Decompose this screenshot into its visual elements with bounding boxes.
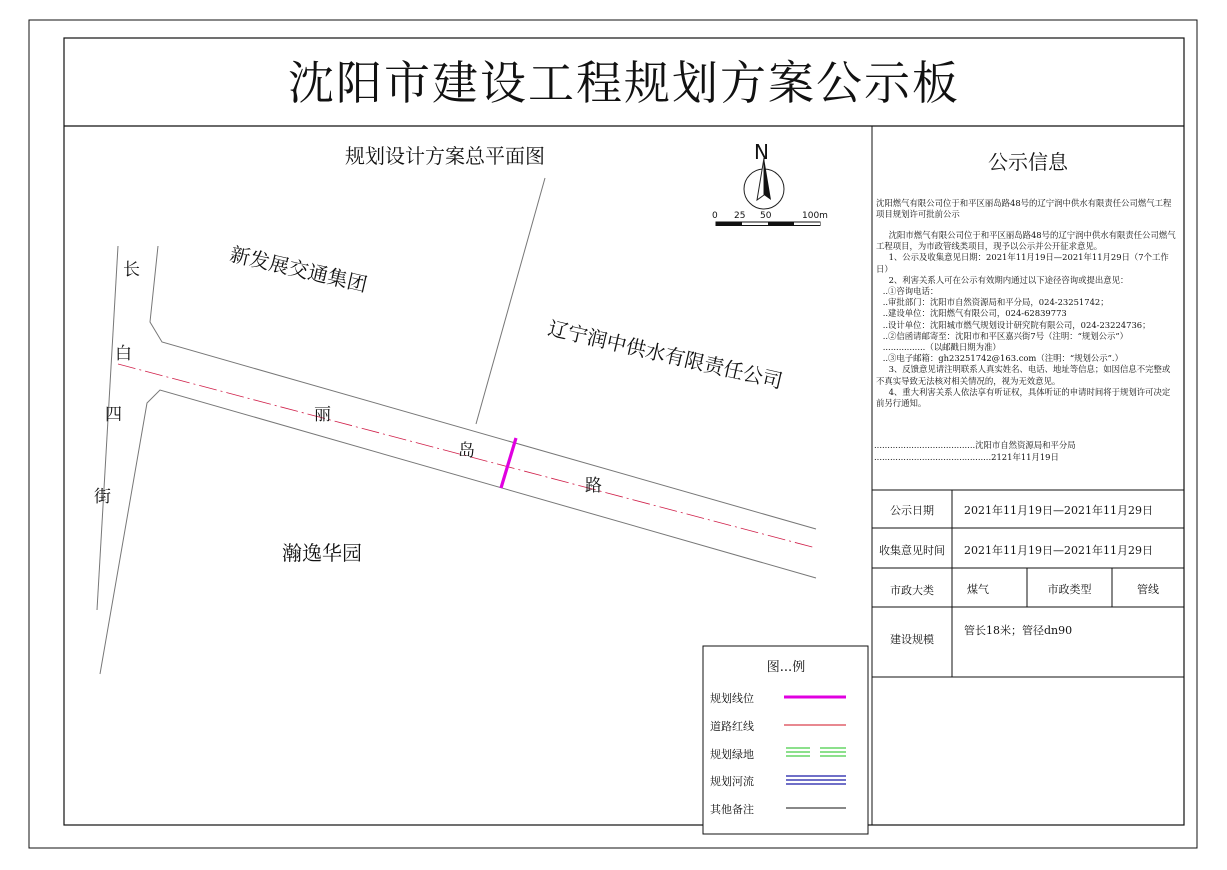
info-item: ................（以邮戳日期为准） (882, 342, 1001, 353)
scale-label: 50 (760, 211, 772, 221)
road-char: 岛 (458, 441, 475, 461)
info-item: ..①咨询电话： (882, 286, 939, 297)
info-item: 3、反馈意见请注明联系人真实姓名、电话、地址等信息；如因信息不完整或不真实导致无法核对相关情况的，视为无效意见。 (876, 364, 1171, 386)
info-paragraph: 沈阳市燃气有限公司位于和平区丽岛路48号的辽宁润中供水有限责任公司燃气工程项目，为市政管线类项目，现予以公示并公开征求意见。 (876, 230, 1176, 252)
road-edges (97, 178, 816, 674)
scale-value: 管长18米；管径dn90 (964, 624, 1073, 637)
info-item: 1、公示及收集意见日期：2021年11月19日—2021年11月29日（7个工作日） (876, 252, 1169, 274)
map-title: 规划设计方案总平面图 (345, 144, 545, 168)
planned-pipeline (501, 438, 516, 488)
parcel-label-northwest: 新发展交通集团 (227, 241, 370, 297)
street-char: 白 (115, 344, 132, 364)
board-title: 沈阳市建设工程规划方案公示板 (288, 56, 960, 110)
pub-date-label: 公示日期 (890, 504, 934, 517)
info-item: 4、重大利害关系人依法享有听证权，具体听证的申请时间将于规划许可决定前另行通知。 (876, 386, 1171, 409)
info-item: 2、利害关系人可在公示有效期内通过以下途径咨询或提出意见： (888, 274, 1129, 285)
scale-label: 100m (802, 211, 828, 221)
collect-label: 收集意见时间 (879, 544, 945, 557)
sign-date: ............................................2121年11月19日 (874, 452, 1059, 462)
scale-label: 0 (712, 211, 718, 221)
info-intro (876, 198, 1176, 220)
compass-icon (744, 158, 784, 209)
info-intro-text: 沈阳燃气有限公司位于和平区丽岛路48号的辽宁润中供水有限责任公司燃气工程项目规划许可批前公示 (876, 198, 1172, 220)
scale-label: 25 (734, 211, 746, 221)
info-item: ..②信函请邮寄至：沈阳市和平区嘉兴街7号（注明：“规划公示”） (882, 330, 1129, 341)
category-label: 市政大类 (890, 584, 934, 597)
scale-label: 建设规模 (890, 633, 934, 646)
road-char: 路 (585, 476, 602, 496)
scale-bar (716, 222, 820, 226)
legend-item-green-space: 规划绿地 (710, 748, 754, 761)
info-body (876, 230, 1176, 409)
street-char: 四 (105, 405, 122, 425)
legend-item-other: 其他备注 (710, 803, 754, 816)
outer-frame (29, 20, 1197, 848)
parcel-label-south: 瀚逸华园 (282, 541, 362, 565)
road-char: 丽 (314, 405, 331, 425)
street-char: 长 (123, 260, 140, 280)
info-item: ..设计单位：沈阳城市燃气规划设计研究院有限公司，024-23224736； (882, 319, 1151, 330)
parcel-label-northeast: 辽宁润中供水有限责任公司 (545, 315, 785, 394)
info-item: ..审批部门：沈阳市自然资源局和平分局，024-23251742； (882, 297, 1109, 308)
legend-item-road-red-line: 道路红线 (710, 720, 754, 733)
pub-date-value: 2021年11月19日—2021年11月29日 (964, 504, 1153, 517)
legend-item-river: 规划河流 (710, 775, 754, 788)
legend-item-planned-line: 规划线位 (710, 692, 754, 705)
info-title: 公示信息 (988, 150, 1068, 174)
category-value: 煤气 (967, 583, 989, 596)
type-label: 市政类型 (1047, 583, 1092, 596)
street-char: 街 (94, 487, 111, 507)
collect-value: 2021年11月19日—2021年11月29日 (964, 544, 1153, 557)
info-item: ..③电子邮箱：gh23251742@163.com（注明：“规划公示”.） (882, 353, 1123, 364)
north-label: N (754, 140, 769, 164)
type-value: 管线 (1137, 583, 1159, 596)
sign-organization: ......................................沈阳市自然资源局和平分局 (874, 440, 1076, 450)
legend-title: 图...例 (766, 660, 806, 675)
info-item: ..建设单位：沈阳燃气有限公司，024-62839773 (882, 308, 1067, 319)
